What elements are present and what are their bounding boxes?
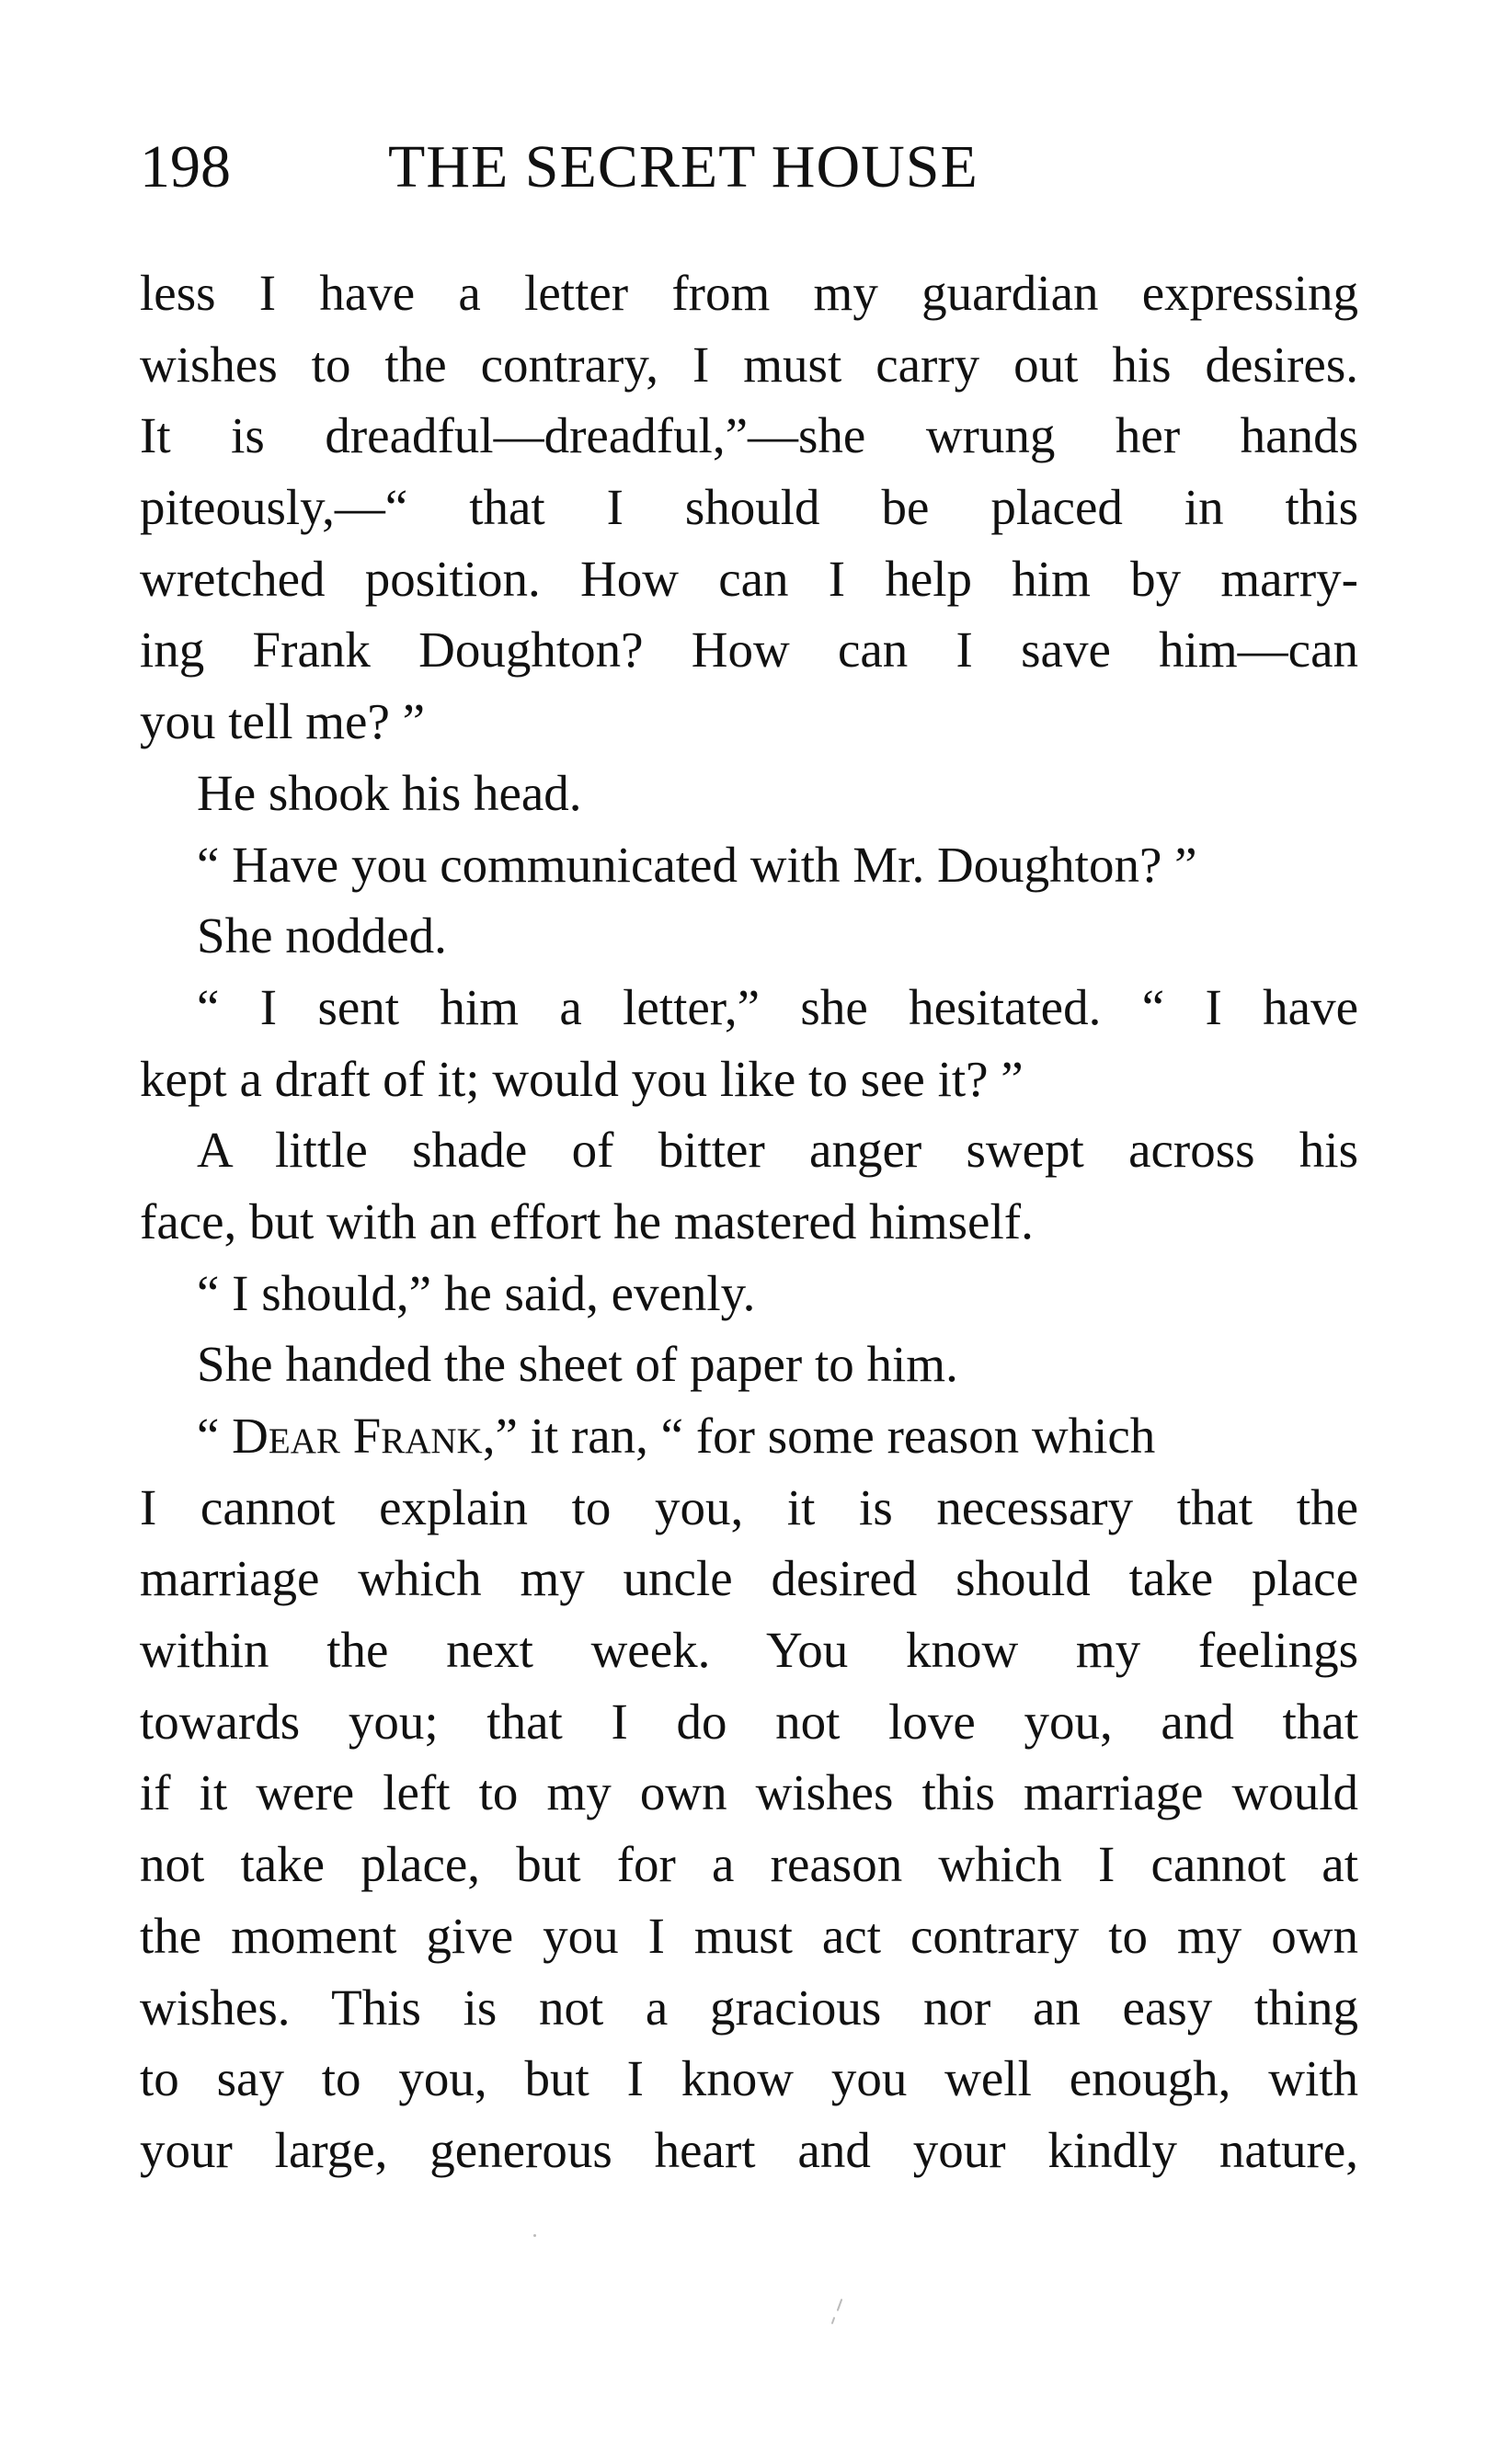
text-line: wishes. This is not a gracious nor an easy thing — [140, 1979, 1358, 2036]
text-line: She nodded. — [197, 907, 447, 964]
salutation-small-caps: “ Dear Frank,” — [197, 1408, 518, 1464]
text-line: I cannot explain to you, it is necessary that the — [140, 1478, 1358, 1535]
text-line: “ I sent him a letter,” she hesitated. “ I have — [197, 978, 1358, 1035]
text-line: ing Frank Doughton? How can I save him—can — [140, 622, 1358, 679]
paper-speck — [533, 2234, 536, 2237]
text-line: wishes to the contrary, I must carry out his desires. — [140, 336, 1358, 393]
text-line: towards you; that I do not love you, and that — [140, 1693, 1358, 1750]
text-line: kept a draft of it; would you like to see it? ” — [140, 1050, 1024, 1107]
text-line: you tell me? ” — [140, 693, 426, 750]
text-line: if it were left to my own wishes this marriage would — [140, 1764, 1358, 1821]
text-line: “ I should,” he said, evenly. — [197, 1264, 756, 1321]
text-line: “ Have you communicated with Mr. Doughton? ” — [197, 836, 1197, 893]
body-text — [140, 257, 1358, 2186]
running-head — [140, 131, 1363, 204]
text-line: A little shade of bitter anger swept across his — [197, 1122, 1358, 1179]
text-line: your large, generous heart and your kindly nature, — [140, 2121, 1358, 2178]
text-line: wretched position. How can I help him by marry- — [140, 550, 1358, 607]
text-line: within the next week. You know my feelings — [140, 1622, 1358, 1679]
page-number: 198 — [140, 133, 231, 200]
text-line: face, but with an effort he mastered himself. — [140, 1192, 1034, 1249]
salutation-rest: it ran, “ for some reason which — [517, 1408, 1156, 1464]
text-line: It is dreadful—dreadful,”—she wrung her hands — [140, 407, 1358, 464]
text-line: less I have a letter from my guardian expressing — [140, 265, 1358, 321]
paper-speck — [837, 2299, 843, 2311]
text-line: piteously,—“ that I should be placed in this — [140, 479, 1358, 536]
text-line: to say to you, but I know you well enough, with — [140, 2050, 1358, 2107]
text-line: She handed the sheet of paper to him. — [197, 1336, 958, 1393]
text-line: the moment give you I must act contrary to my own — [140, 1907, 1358, 1964]
book-title: THE SECRET HOUSE — [388, 133, 978, 200]
text-line — [140, 1400, 1358, 1472]
text-line: marriage which my uncle desired should take place — [140, 1550, 1358, 1607]
text-line: He shook his head. — [197, 764, 582, 821]
text-line: not take place, but for a reason which I cannot at — [140, 1836, 1358, 1893]
paper-speck — [831, 2317, 836, 2324]
